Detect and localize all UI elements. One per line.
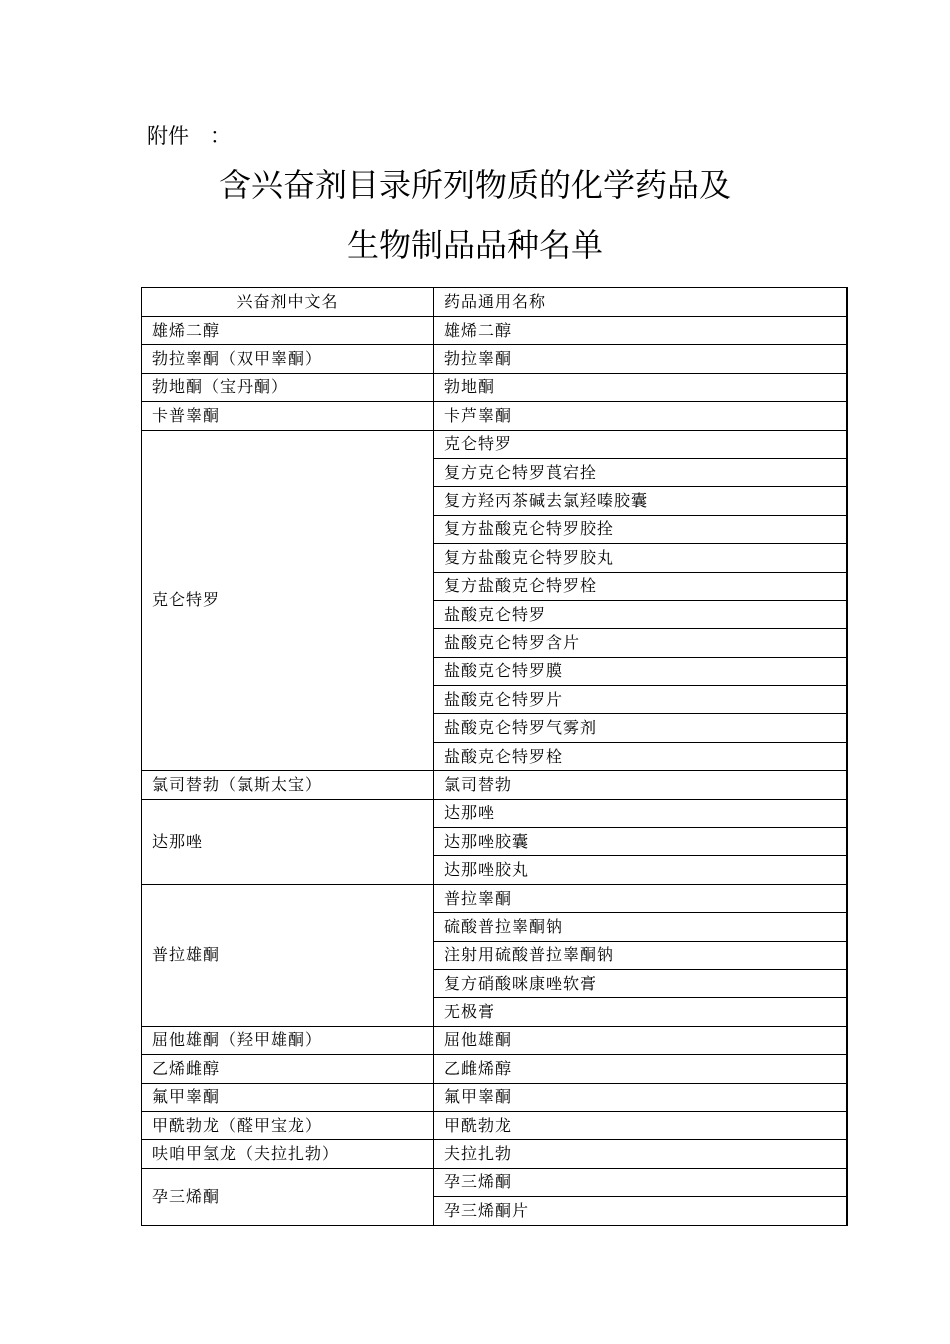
table-row xyxy=(142,345,848,373)
substance-name-cell: 氟甲睾酮 xyxy=(142,1083,434,1111)
drug-name-cell: 盐酸克仑特罗 xyxy=(434,600,848,628)
drug-name-cell: 夫拉扎勃 xyxy=(434,1140,848,1168)
drug-name-cell: 达那唑 xyxy=(434,799,848,827)
table-row xyxy=(142,1083,848,1111)
substance-name-cell: 卡普睾酮 xyxy=(142,402,434,430)
drug-name-cell: 克仑特罗 xyxy=(434,430,848,458)
substance-name-cell: 勃地酮（宝丹酮） xyxy=(142,373,434,401)
drug-name-cell: 雄烯二醇 xyxy=(434,317,848,345)
drug-name-cell: 无极膏 xyxy=(434,998,848,1026)
drug-name-cell: 屈他雄酮 xyxy=(434,1026,848,1054)
drug-name-cell: 勃地酮 xyxy=(434,373,848,401)
document-title-line-1: 含兴奋剂目录所列物质的化学药品及 xyxy=(218,166,731,204)
drug-name-cell: 普拉睾酮 xyxy=(434,884,848,912)
header-substance-name: 兴奋剂中文名 xyxy=(142,288,434,317)
table-row xyxy=(142,1026,848,1054)
table-row xyxy=(142,430,848,458)
substance-name-cell: 氯司替勃（氯斯太宝） xyxy=(142,771,434,799)
table-row xyxy=(142,799,848,827)
substance-name-cell: 克仑特罗 xyxy=(142,430,434,771)
drug-name-cell: 复方盐酸克仑特罗胶拴 xyxy=(434,515,848,543)
table-row xyxy=(142,373,848,401)
drug-name-cell: 达那唑胶丸 xyxy=(434,856,848,884)
drug-name-cell: 达那唑胶囊 xyxy=(434,828,848,856)
drug-name-cell: 氟甲睾酮 xyxy=(434,1083,848,1111)
attachment-label: 附件 ： xyxy=(147,124,231,148)
table-header-row xyxy=(142,288,848,317)
substance-name-cell: 孕三烯酮 xyxy=(142,1168,434,1225)
drug-name-cell: 盐酸克仑特罗栓 xyxy=(434,742,848,770)
drug-name-cell: 勃拉睾酮 xyxy=(434,345,848,373)
substance-name-cell: 乙烯雌醇 xyxy=(142,1055,434,1083)
substance-name-cell: 普拉雄酮 xyxy=(142,884,434,1026)
table-row xyxy=(142,771,848,799)
drug-name-cell: 盐酸克仑特罗片 xyxy=(434,686,848,714)
drug-name-cell: 硫酸普拉睾酮钠 xyxy=(434,913,848,941)
table-row xyxy=(142,1140,848,1168)
header-drug-generic-name: 药品通用名称 xyxy=(434,288,848,317)
drug-name-cell: 甲酰勃龙 xyxy=(434,1111,848,1139)
substance-drug-table xyxy=(141,287,848,1226)
table-row xyxy=(142,1111,848,1139)
drug-name-cell: 氯司替勃 xyxy=(434,771,848,799)
table-row xyxy=(142,1168,848,1196)
table-body xyxy=(142,288,848,1226)
substance-name-cell: 甲酰勃龙（醛甲宝龙） xyxy=(142,1111,434,1139)
substance-name-cell: 达那唑 xyxy=(142,799,434,884)
drug-name-cell: 孕三烯酮 xyxy=(434,1168,848,1196)
drug-name-cell: 复方硝酸咪康唑软膏 xyxy=(434,969,848,997)
table-right-border xyxy=(846,287,848,1226)
drug-name-cell: 乙雌烯醇 xyxy=(434,1055,848,1083)
drug-name-cell: 注射用硫酸普拉睾酮钠 xyxy=(434,941,848,969)
drug-name-cell: 卡芦睾酮 xyxy=(434,402,848,430)
substance-name-cell: 屈他雄酮（羟甲雄酮） xyxy=(142,1026,434,1054)
substance-name-cell: 勃拉睾酮（双甲睾酮） xyxy=(142,345,434,373)
table-row xyxy=(142,402,848,430)
substance-name-cell: 雄烯二醇 xyxy=(142,317,434,345)
drug-name-cell: 复方盐酸克仑特罗胶丸 xyxy=(434,544,848,572)
document-title-line-2: 生物制品品种名单 xyxy=(346,226,603,264)
drug-name-cell: 复方羟丙茶碱去氯羟嗪胶囊 xyxy=(434,487,848,515)
drug-name-cell: 盐酸克仑特罗气雾剂 xyxy=(434,714,848,742)
drug-name-cell: 盐酸克仑特罗膜 xyxy=(434,657,848,685)
drug-name-cell: 孕三烯酮片 xyxy=(434,1197,848,1225)
drug-name-cell: 复方克仑特罗莨宕拴 xyxy=(434,458,848,486)
table-row xyxy=(142,317,848,345)
table-row xyxy=(142,884,848,912)
drug-name-cell: 复方盐酸克仑特罗栓 xyxy=(434,572,848,600)
table-row xyxy=(142,1055,848,1083)
drug-name-cell: 盐酸克仑特罗含片 xyxy=(434,629,848,657)
substance-name-cell: 呋咱甲氢龙（夫拉扎勃） xyxy=(142,1140,434,1168)
